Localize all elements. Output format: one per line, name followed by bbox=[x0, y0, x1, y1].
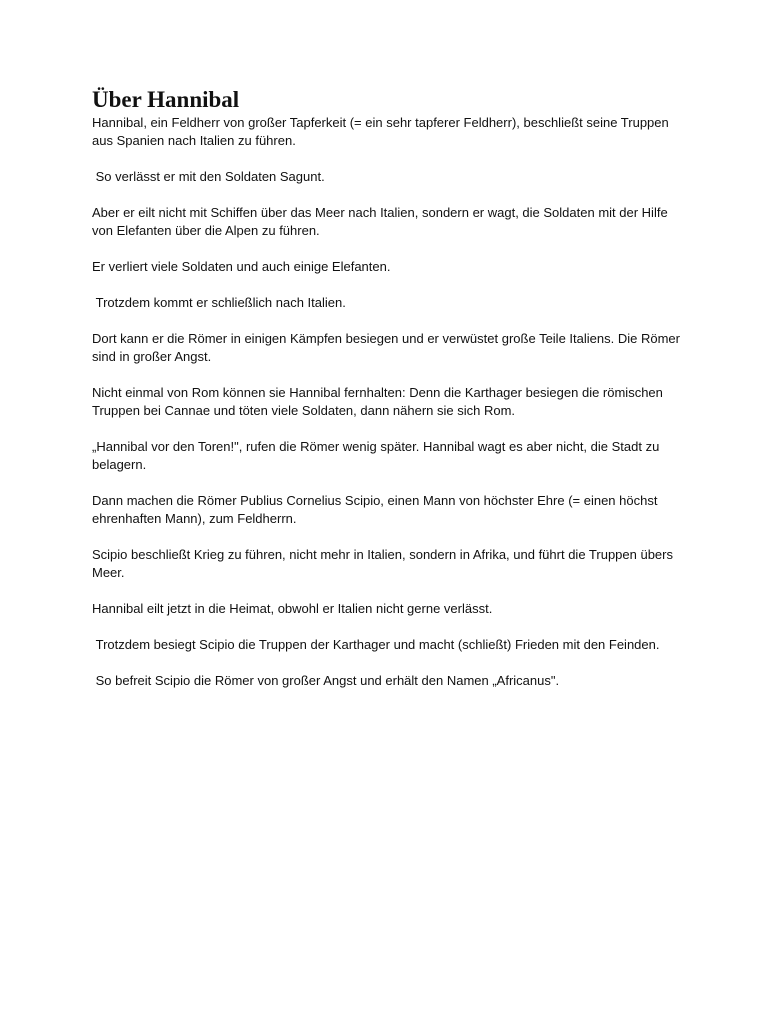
paragraph-6: Dort kann er die Römer in einigen Kämpfen besiegen und er verwüstet große Teile Italiens. Die Römer sind in großer Angst. bbox=[92, 331, 684, 364]
paragraph-1: Hannibal, ein Feldherr von großer Tapferkeit (= ein sehr tapferer Feldherr), beschließt seine Truppen aus Spanien nach Italien zu führen. bbox=[92, 115, 673, 148]
paragraph-9: Dann machen die Römer Publius Cornelius Scipio, einen Mann von höchster Ehre (= einen höchst ehrenhaften Mann), zum Feldherrn. bbox=[92, 493, 662, 526]
document-page bbox=[92, 86, 692, 708]
paragraph-11: Hannibal eilt jetzt in die Heimat, obwohl er Italien nicht gerne verlässt. bbox=[92, 601, 493, 616]
paragraph-2: So verlässt er mit den Soldaten Sagunt. bbox=[92, 169, 325, 184]
paragraph-13: So befreit Scipio die Römer von großer Angst und erhält den Namen „Africanus". bbox=[92, 673, 560, 688]
document-title: Über Hannibal bbox=[92, 87, 240, 112]
paragraph-12: Trotzdem besiegt Scipio die Truppen der Karthager und macht (schließt) Frieden mit den Feinden. bbox=[92, 637, 660, 652]
paragraph-8: „Hannibal vor den Toren!", rufen die Römer wenig später. Hannibal wagt es aber nicht, die Stadt zu belagern. bbox=[92, 439, 663, 472]
paragraph-10: Scipio beschließt Krieg zu führen, nicht mehr in Italien, sondern in Afrika, und führt die Truppen übers Meer. bbox=[92, 547, 677, 580]
paragraph-4: Er verliert viele Soldaten und auch einige Elefanten. bbox=[92, 259, 391, 274]
paragraph-5: Trotzdem kommt er schließlich nach Italien. bbox=[92, 295, 346, 310]
paragraph-3: Aber er eilt nicht mit Schiffen über das Meer nach Italien, sondern er wagt, die Soldaten mit der Hilfe von Elefanten über die Alpen zu führen. bbox=[92, 205, 672, 238]
paragraph-7: Nicht einmal von Rom können sie Hannibal fernhalten: Denn die Karthager besiegen die römischen Truppen bei Cannae und töten viele Soldaten, dann nähern sie sich Rom. bbox=[92, 385, 667, 418]
